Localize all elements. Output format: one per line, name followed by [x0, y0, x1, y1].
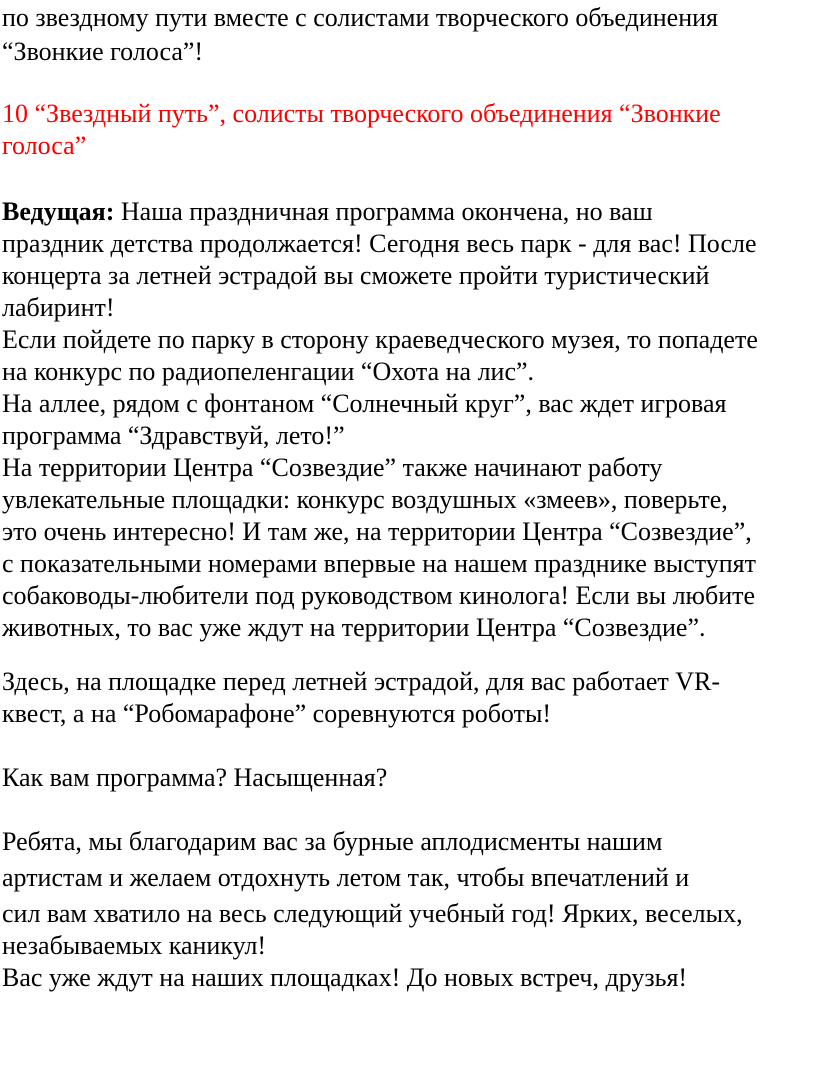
center-line-2: увлекательные площадки: конкурс воздушных «змеев», поверьте, [2, 485, 728, 514]
vr-line-2: квест, а на “Робомарафоне” соревнуются роботы! [2, 699, 552, 728]
thanks-line-4: незабываемых каникул! [2, 931, 267, 960]
final-line: Вас уже ждут на наших площадках! До новых встреч, друзья! [2, 963, 688, 992]
host-line-1 [2, 196, 653, 228]
host-line-3: концерта за летней эстрадой вы сможете пройти туристический [2, 261, 710, 290]
museum-line-1: Если пойдете по парку в сторону краеведческого музея, то попадете [2, 325, 758, 354]
center-line-1: На территории Центра “Созвездие” также начинают работу [2, 453, 663, 482]
center-line-6: животных, то вас уже ждут на территории Центра “Созвездие”. [2, 613, 706, 642]
host-text: Наша праздничная программа окончена, но ваш [114, 197, 653, 226]
host-line-2: праздник детства продолжается! Сегодня весь парк - для вас! После [2, 229, 757, 258]
vr-line-1: Здесь, на площадке перед летней эстрадой, для вас работает VR- [2, 667, 721, 696]
song-title-line-1: 10 “Звездный путь”, солисты творческого объединения “Звонкие [2, 99, 721, 128]
museum-line-2: на конкурс по радиопеленгации “Охота на лис”. [2, 357, 535, 386]
song-title-line-2: голоса” [2, 131, 87, 160]
center-line-5: собаководы-любители под руководством кинолога! Если вы любите [2, 581, 756, 610]
thanks-line-3: сил вам хватило на весь следующий учебный год! Ярких, веселых, [2, 899, 743, 928]
host-line-4: лабиринт! [2, 293, 115, 322]
center-line-3: это очень интересно! И там же, на территории Центра “Созвездие”, [2, 517, 752, 546]
thanks-line-2: артистам и желаем отдохнуть летом так, чтобы впечатлений и [2, 863, 690, 892]
center-line-4: с показательными номерами впервые на нашем празднике выступят [2, 549, 756, 578]
fountain-line-1: На аллее, рядом с фонтаном “Солнечный круг”, вас ждет игровая [2, 389, 727, 418]
intro-line-2: “Звонкие голоса”! [2, 37, 204, 66]
thanks-line-1: Ребята, мы благодарим вас за бурные аплодисменты нашим [2, 827, 663, 856]
question-line: Как вам программа? Насыщенная? [2, 763, 388, 792]
intro-line-1: по звездному пути вместе с солистами творческого объединения [2, 3, 718, 32]
fountain-line-2: программа “Здравствуй, лето!” [2, 421, 345, 450]
host-label: Ведущая: [2, 197, 115, 226]
